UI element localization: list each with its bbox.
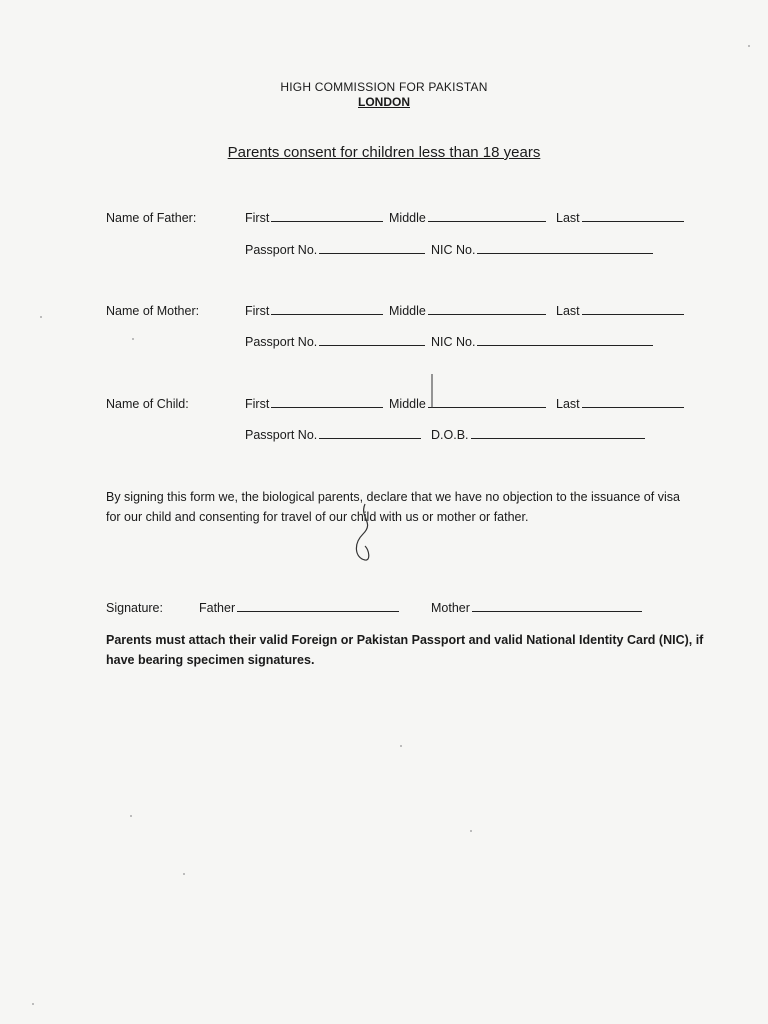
mother-middle-field[interactable]	[389, 304, 546, 318]
child-last-label: Last	[556, 397, 580, 411]
declaration-text: By signing this form we, the biological parents, declare that we have no objection to the issuance of visa for our child and consenting for travel of our child with us or mother or father.	[106, 490, 680, 524]
scan-speck	[32, 1003, 34, 1005]
signature-label: Signature:	[106, 601, 163, 615]
pen-stroke-mark	[425, 372, 439, 412]
scan-speck	[400, 745, 402, 747]
father-middle-field[interactable]	[389, 211, 546, 225]
father-label: Name of Father:	[106, 211, 197, 225]
father-last-line	[582, 211, 684, 222]
father-middle-line	[428, 211, 546, 222]
father-passport-label: Passport No.	[245, 243, 318, 257]
child-middle-line	[428, 397, 546, 408]
child-first-line	[271, 397, 383, 408]
scan-speck	[40, 316, 42, 318]
father-first-line	[271, 211, 383, 222]
mother-nic-field[interactable]	[431, 335, 653, 349]
child-passport-field[interactable]	[245, 428, 421, 442]
mother-signature-field[interactable]	[431, 601, 642, 615]
child-last-line	[582, 397, 684, 408]
child-middle-field[interactable]	[389, 397, 546, 411]
mother-nic-line	[477, 335, 653, 346]
mother-signature-label: Mother	[431, 601, 470, 615]
organization-heading: HIGH COMMISSION FOR PAKISTAN	[280, 80, 488, 94]
mother-passport-line	[319, 335, 425, 346]
father-passport-line	[319, 243, 425, 254]
father-signature-label: Father	[199, 601, 236, 615]
child-label: Name of Child:	[106, 397, 189, 411]
form-title: Parents consent for children less than 18 years	[227, 144, 541, 161]
father-first-field[interactable]	[245, 211, 383, 225]
father-passport-field[interactable]	[245, 243, 425, 257]
mother-signature-line	[472, 601, 642, 612]
father-nic-field[interactable]	[431, 243, 653, 257]
child-middle-label: Middle	[389, 397, 426, 411]
father-signature-line	[237, 601, 399, 612]
mother-last-label: Last	[556, 304, 580, 318]
requirements-note: Parents must attach their valid Foreign or Pakistan Passport and valid National Identity Card (NIC), if have bearing specimen signatures.	[106, 633, 704, 667]
pen-squiggle-mark	[345, 500, 385, 570]
mother-middle-label: Middle	[389, 304, 426, 318]
child-dob-line	[471, 428, 645, 439]
mother-middle-line	[428, 304, 546, 315]
father-last-label: Last	[556, 211, 580, 225]
child-dob-label: D.O.B.	[431, 428, 469, 442]
city-heading: LONDON	[358, 95, 410, 109]
scan-speck	[470, 830, 472, 832]
mother-first-line	[271, 304, 383, 315]
scan-speck	[748, 45, 750, 47]
mother-last-line	[582, 304, 684, 315]
child-first-field[interactable]	[245, 397, 383, 411]
father-nic-label: NIC No.	[431, 243, 476, 257]
child-first-label: First	[245, 397, 270, 411]
mother-label: Name of Mother:	[106, 304, 200, 318]
father-middle-label: Middle	[389, 211, 426, 225]
child-last-field[interactable]	[556, 397, 684, 411]
child-passport-label: Passport No.	[245, 428, 318, 442]
mother-nic-label: NIC No.	[431, 335, 476, 349]
scan-speck	[132, 338, 134, 340]
mother-last-field[interactable]	[556, 304, 684, 318]
child-dob-field[interactable]	[431, 428, 645, 442]
mother-first-field[interactable]	[245, 304, 383, 318]
father-first-label: First	[245, 211, 270, 225]
father-nic-line	[477, 243, 653, 254]
mother-passport-label: Passport No.	[245, 335, 318, 349]
mother-first-label: First	[245, 304, 270, 318]
child-passport-line	[319, 428, 421, 439]
mother-passport-field[interactable]	[245, 335, 425, 349]
scan-speck	[183, 873, 185, 875]
scan-speck	[130, 815, 132, 817]
father-signature-field[interactable]	[199, 601, 399, 615]
father-last-field[interactable]	[556, 211, 684, 225]
